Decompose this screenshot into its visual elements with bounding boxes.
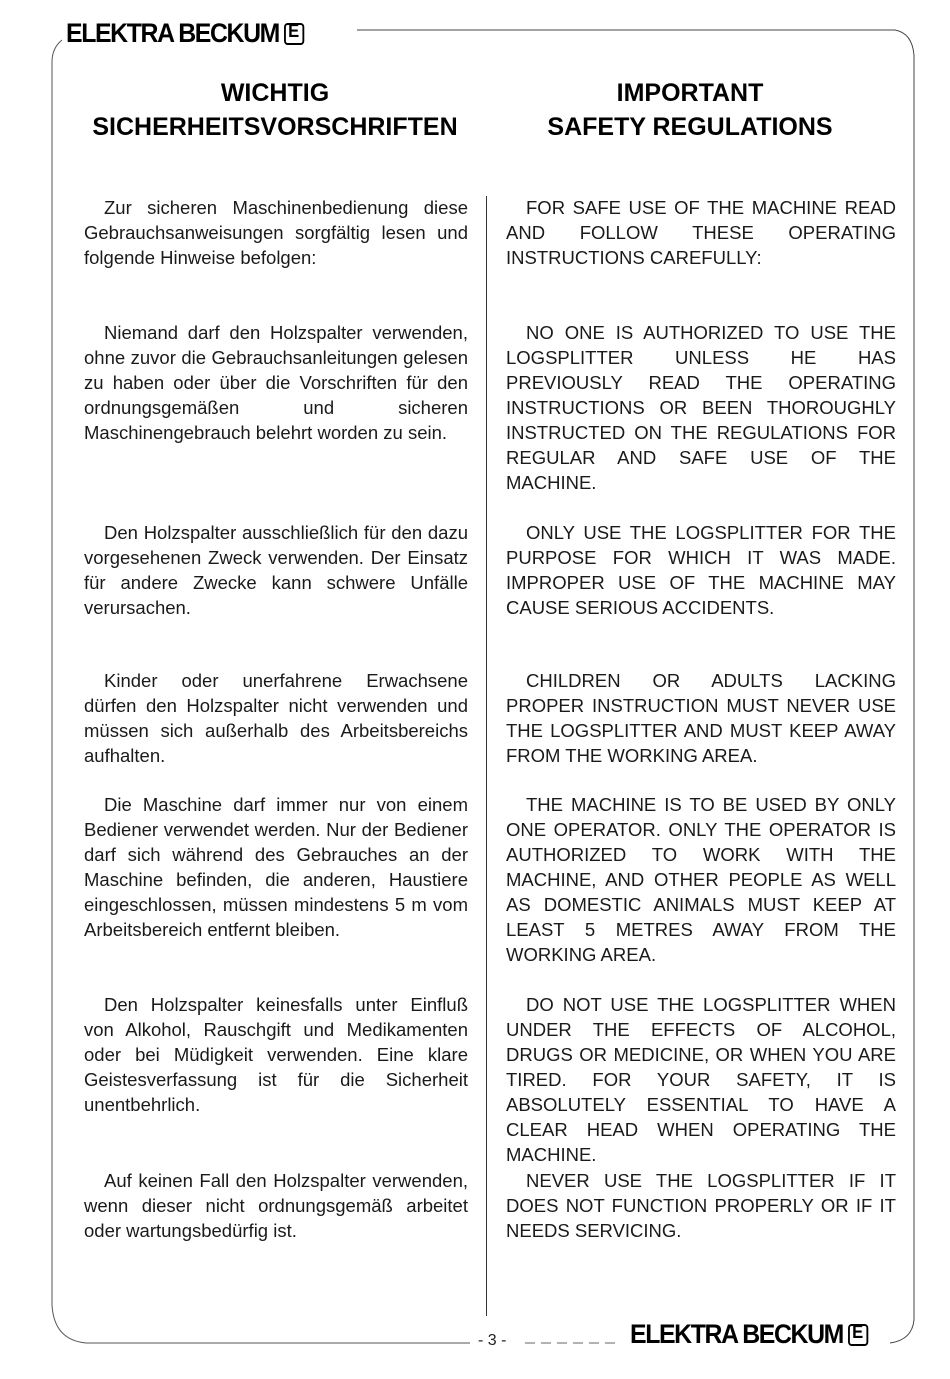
- heading-en-line2: SAFETY REGULATIONS: [547, 113, 833, 141]
- brand-e-icon: [284, 23, 304, 45]
- heading-german: [60, 76, 490, 144]
- brand-name-footer: ELEKTRA BECKUM: [630, 1319, 843, 1349]
- heading-de-line2: SICHERHEITSVORSCHRIFTEN: [92, 113, 458, 141]
- para-de-1: Zur sicheren Maschinenbedienung diese Gebrauchsanweisungen sorgfältig lesen und folgende Hinweise befolgen:: [84, 197, 468, 268]
- para-en-2: NO ONE IS AUTHORIZED TO USE THE LOGSPLITTER UNLESS HE HAS PREVIOUSLY READ THE OPERATING INSTRUCTIONS OR BEEN THOROUGHLY INSTRUCTED ON THE REGULATIONS FOR REGULAR AND SAFE USE OF THE MACHINE.: [506, 322, 896, 493]
- heading-de-line1: WICHTIG: [220, 79, 330, 107]
- para-en-6: DO NOT USE THE LOGSPLITTER WHEN UNDER THE EFFECTS OF ALCOHOL, DRUGS OR MEDICINE, OR WHEN YOU ARE TIRED. FOR YOUR SAFETY, IT IS ABSOLUTELY ESSENTIAL TO HAVE A CLEAR HEAD WHEN OPERATING THE MACHINE.: [506, 994, 896, 1165]
- para-en-7: NEVER USE THE LOGSPLITTER IF IT DOES NOT FUNCTION PROPERLY OR IF IT NEEDS SERVICING.: [506, 1170, 896, 1241]
- para-de-2: Niemand darf den Holzspalter verwenden, ohne zuvor die Gebrauchsanleitungen gelesen zu haben oder über die Vorschriften für den ordnungsgemäßen und sicheren Maschinengebrauch belehrt worden zu sein.: [84, 322, 468, 443]
- brand-logo-bottom: [630, 1319, 868, 1350]
- para-en-3: ONLY USE THE LOGSPLITTER FOR THE PURPOSE FOR WHICH IT WAS MADE. IMPROPER USE OF THE MACHINE MAY CAUSE SERIOUS ACCIDENTS.: [506, 522, 896, 618]
- para-de-6: Den Holzspalter keinesfalls unter Einfluß von Alkohol, Rauschgift und Medikamenten oder bei Müdigkeit verwenden. Eine klare Geistesverfassung ist für die Sicherheit unentbehrlich.: [84, 994, 468, 1115]
- brand-name: ELEKTRA BECKUM: [66, 18, 279, 48]
- para-de-3: Den Holzspalter ausschließlich für den dazu vorgesehenen Zweck verwenden. Der Einsatz für andere Zwecke kann schwere Unfälle verursachen.: [84, 522, 468, 618]
- para-de-5: Die Maschine darf immer nur von einem Bediener verwendet werden. Nur der Bediener darf sich während des Gebrauches an der Maschine befinden, die anderen, Haustiere eingeschlossen, müssen mindestens 5 m vom Arbeitsbereich entfernt bleiben.: [84, 794, 468, 940]
- para-de-4: Kinder oder unerfahrene Erwachsene dürfen den Holzspalter nicht verwenden und müssen sich außerhalb des Arbeitsbereichs aufhalten.: [84, 670, 468, 766]
- para-en-4: CHILDREN OR ADULTS LACKING PROPER INSTRUCTION MUST NEVER USE THE LOGSPLITTER AND MUST KEEP AWAY FROM THE WORKING AREA.: [506, 670, 896, 766]
- brand-logo-top: [66, 18, 304, 49]
- column-divider: [486, 196, 487, 1316]
- heading-en-line1: IMPORTANT: [616, 79, 764, 107]
- para-de-7: Auf keinen Fall den Holzspalter verwenden, wenn dieser nicht ordnungsgemäß arbeitet oder wartungsbedürfig ist.: [84, 1170, 468, 1241]
- para-en-5: THE MACHINE IS TO BE USED BY ONLY ONE OPERATOR. ONLY THE OPERATOR IS AUTHORIZED TO WORK WITH THE MACHINE, AND OTHER PEOPLE AS WELL AS DOMESTIC ANIMALS MUST KEEP AT LEAST 5 METRES AWAY FROM THE WORKING AREA.: [506, 794, 896, 965]
- heading-english: [480, 76, 900, 144]
- para-en-1: FOR SAFE USE OF THE MACHINE READ AND FOLLOW THESE OPERATING INSTRUCTIONS CAREFULLY:: [506, 197, 896, 268]
- page-number: - 3 -: [478, 1332, 507, 1349]
- brand-e-icon-footer: [848, 1324, 868, 1346]
